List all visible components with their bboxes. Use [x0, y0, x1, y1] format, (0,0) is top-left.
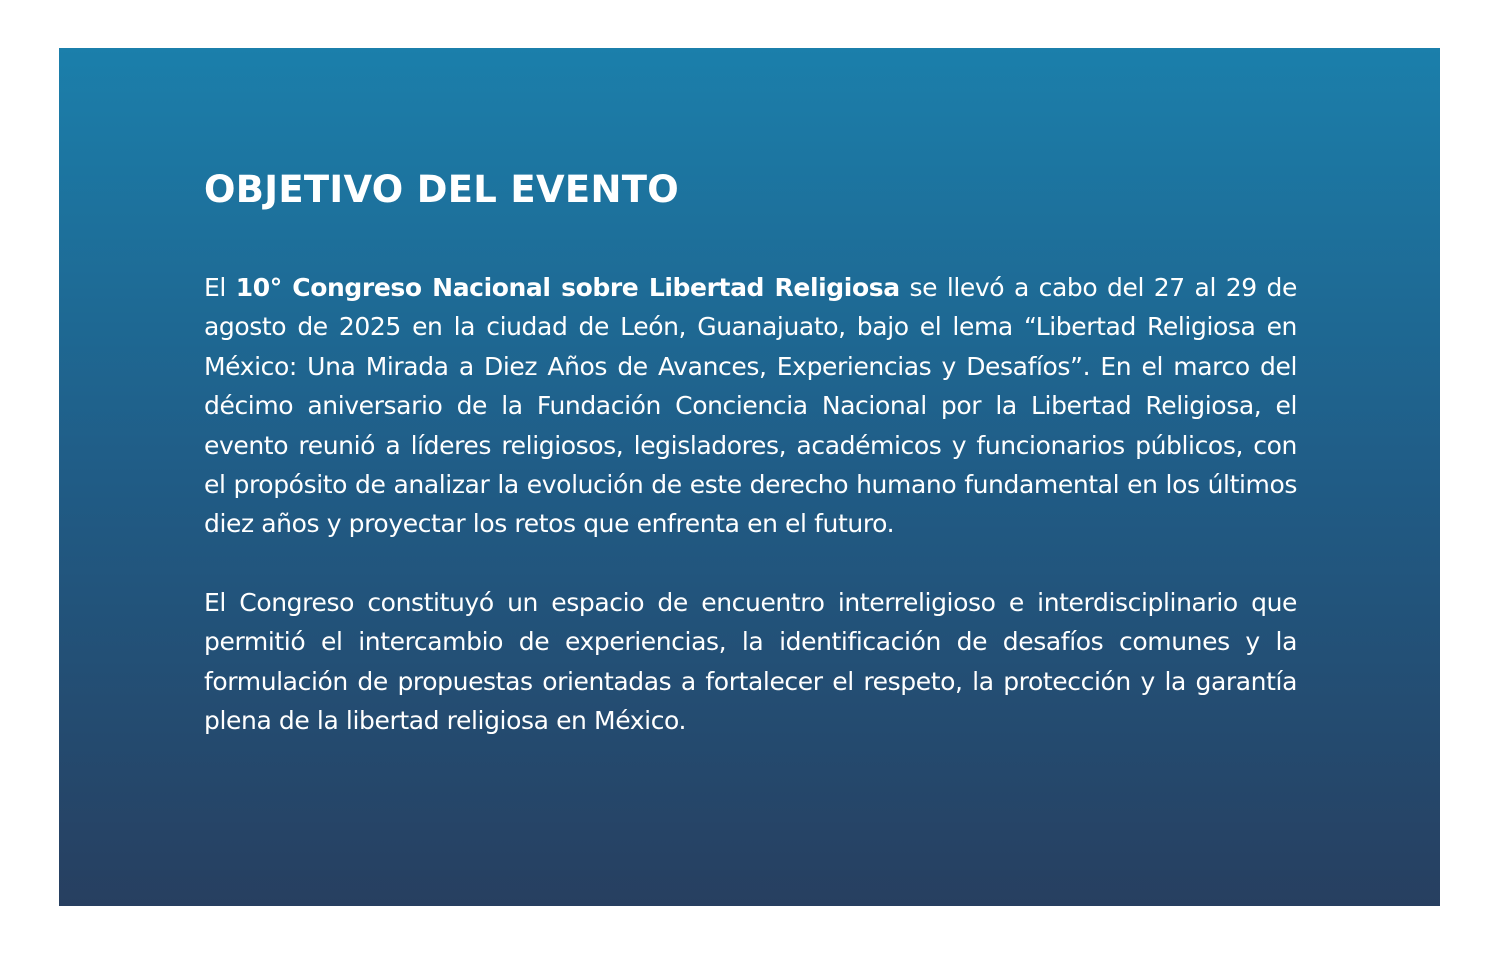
- congress-name: 10° Congreso Nacional sobre Libertad Religiosa: [235, 273, 900, 302]
- paragraph-1-lead: El: [204, 273, 236, 302]
- objective-panel: [59, 48, 1440, 906]
- objective-content: [204, 166, 1297, 740]
- paragraph-1-body: se llevó a cabo del 27 al 29 de agosto de 2025 en la ciudad de León, Guanajuato, bajo el lema “Libertad Religiosa en México: Una Mirada a Diez Años de Avances, Experiencias y Desafíos”. En el marco del décimo aniversario de la Fundación Conciencia Nacional por la Libertad Religiosa, el evento reunió a líderes religiosos, legisladores, académicos y funcionarios públicos, con el propósito de analizar la evolución de este derecho humano fundamental en los últimos diez años y proyectar los retos que enfrenta en el futuro.: [204, 273, 1297, 539]
- paragraph-1: [204, 268, 1297, 544]
- section-title: OBJETIVO DEL EVENTO: [204, 168, 680, 211]
- paragraph-2: El Congreso constituyó un espacio de encuentro interreligioso e interdisciplinario que permitió el intercambio de experiencias, la identificación de desafíos comunes y la formulación de propuestas orientadas a fortalecer el respeto, la protección y la garantía plena de la libertad religiosa en México.: [204, 587, 1297, 736]
